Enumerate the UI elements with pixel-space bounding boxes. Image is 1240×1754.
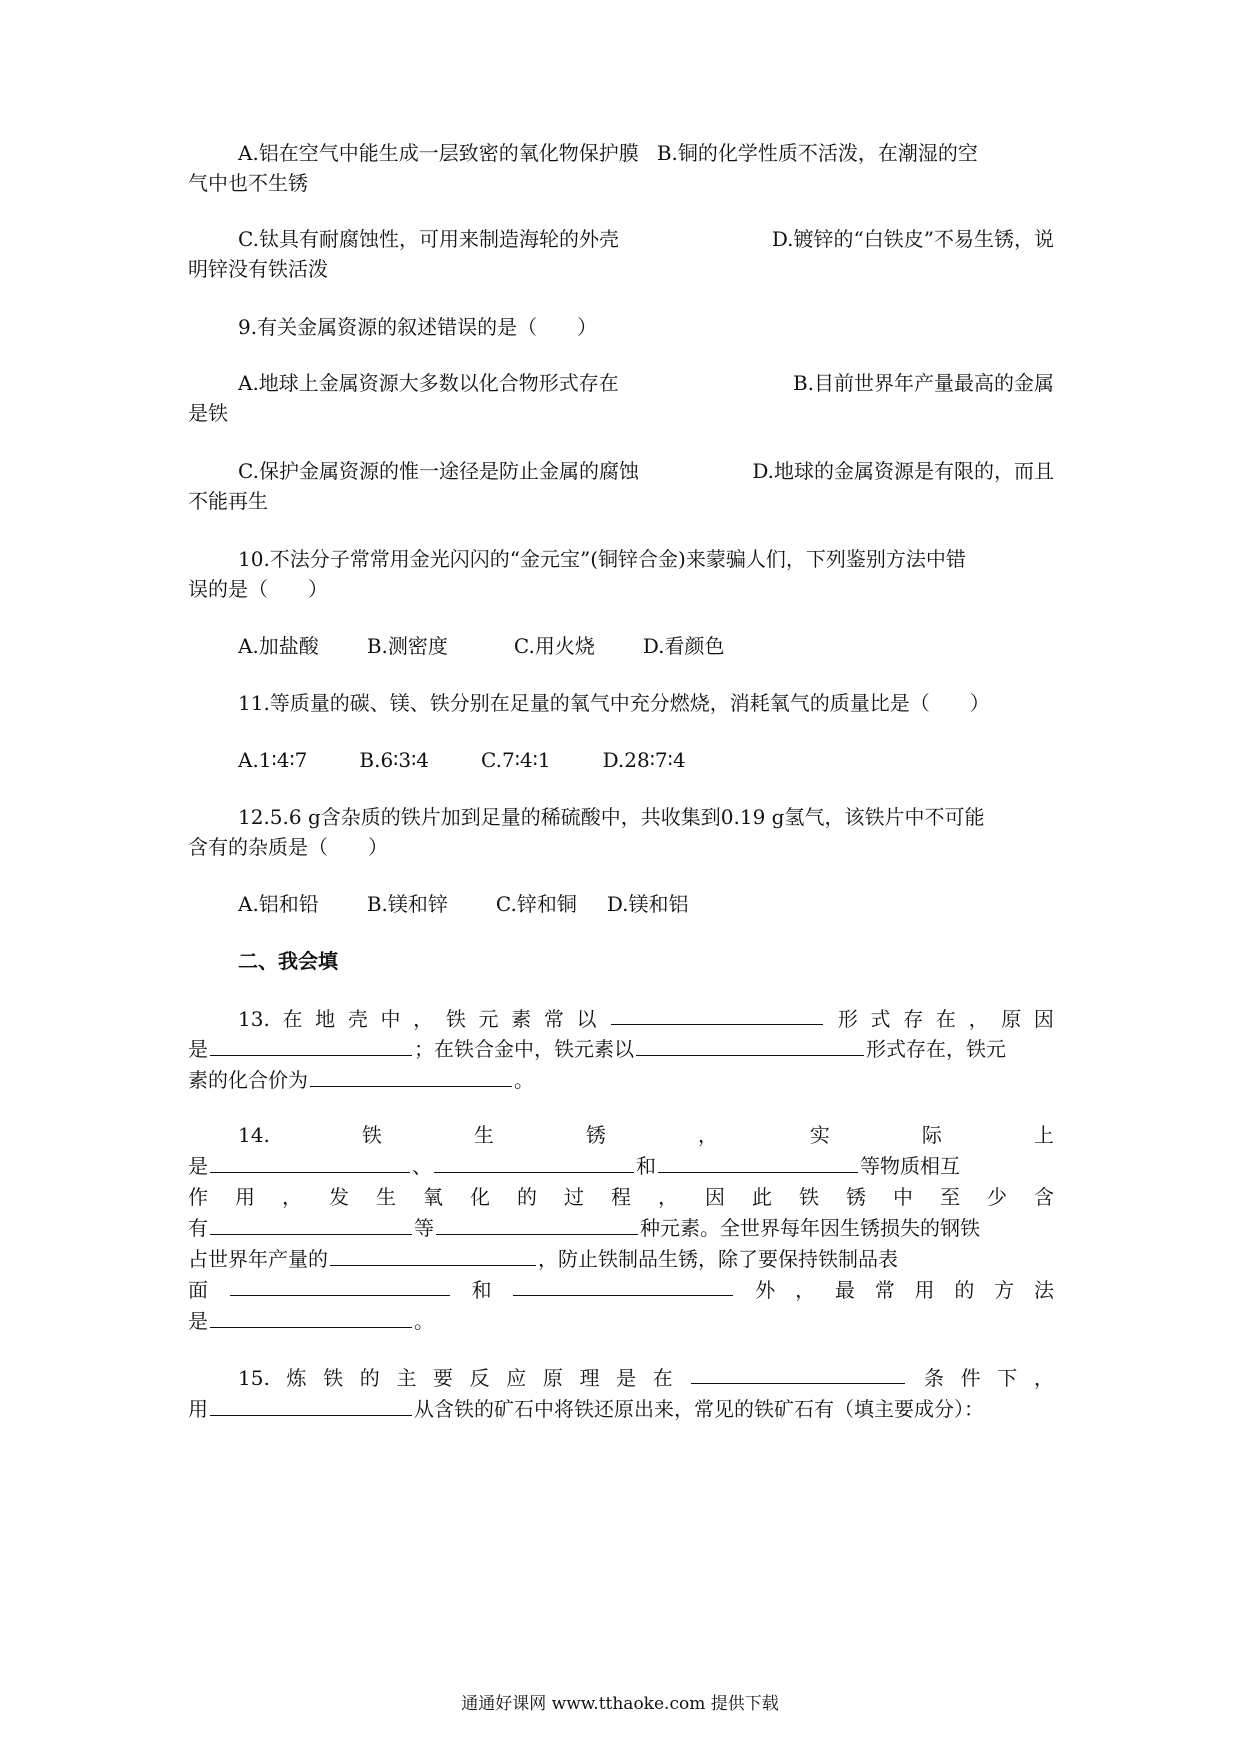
- q14-word: 作: [188, 1185, 208, 1209]
- q9-stem-text: 9.有关金属资源的叙述错误的是（ ）: [238, 315, 598, 339]
- q15-text: 用: [188, 1397, 208, 1421]
- q14-word: 方: [994, 1278, 1015, 1302]
- q13-word: 13.: [238, 1007, 270, 1031]
- q12-stem: 12.5.6 g含杂质的铁片加到足量的稀硫酸中，共收集到0.19 g氢气，该铁片中不可能: [238, 805, 985, 829]
- q15-line-2: [188, 1392, 1054, 1426]
- q10-option-a: A.加盐酸: [238, 634, 319, 658]
- q13-word: 式: [870, 1007, 891, 1031]
- q14-line-6: [188, 1273, 1054, 1307]
- q8-option-line-2: [188, 166, 1054, 200]
- q14-word: 发: [329, 1185, 349, 1209]
- fill-blank[interactable]: [436, 1212, 638, 1235]
- fill-blank[interactable]: [691, 1361, 905, 1384]
- q14-text: 、: [412, 1154, 432, 1178]
- q14-word: 至: [940, 1185, 960, 1209]
- q11-options: [238, 743, 1054, 777]
- q9-stem: [238, 310, 1054, 344]
- q14-word: 锈: [585, 1123, 606, 1147]
- q15-word: 主: [396, 1366, 417, 1390]
- q14-word: 的: [517, 1185, 537, 1209]
- q15-text: 从含铁的矿石中将铁还原出来，常见的铁矿石有（填主要成分）：: [414, 1397, 984, 1421]
- section-heading-text: 二、我会填: [238, 949, 338, 973]
- q13-word: 地: [315, 1007, 336, 1031]
- q14-line-4: [188, 1211, 1054, 1245]
- page-footer: [0, 1692, 1240, 1716]
- fill-blank[interactable]: [230, 1273, 450, 1296]
- q8-option-b: B.铜的化学性质不活泼，在潮湿的空: [656, 141, 978, 165]
- q14-word: 化: [470, 1185, 490, 1209]
- fill-blank[interactable]: [513, 1273, 733, 1296]
- q12-stem-line-1: [238, 800, 1054, 834]
- q12-option-c: C.锌和铜: [495, 892, 577, 916]
- q15-word: 在: [652, 1366, 673, 1390]
- footer-text: 通通好课网 www.tthaoke.com 提供下载: [461, 1694, 779, 1714]
- q11-option-c: C.7∶4∶1: [481, 748, 551, 772]
- q14-word: 常: [874, 1278, 895, 1302]
- q13-line-3: [188, 1063, 1054, 1097]
- q10-option-d: D.看颜色: [642, 634, 725, 658]
- q14-word: 生: [376, 1185, 396, 1209]
- q14-word: 中: [893, 1185, 913, 1209]
- q14-word: 锈: [846, 1185, 866, 1209]
- q14-text: 是: [188, 1309, 208, 1333]
- q13-word: 常: [543, 1007, 564, 1031]
- q15-word: 铁: [323, 1366, 344, 1390]
- q13-word: 在: [282, 1007, 303, 1031]
- q14-word: 铁: [799, 1185, 819, 1209]
- q15-word: 理: [579, 1366, 600, 1390]
- q14-word: 的: [954, 1278, 975, 1302]
- q14-word: 含: [1034, 1185, 1054, 1209]
- q14-line-2: [188, 1149, 1054, 1183]
- fill-blank[interactable]: [210, 1033, 412, 1056]
- q13-line-1: [238, 1002, 1054, 1036]
- q13-word: 中: [380, 1007, 401, 1031]
- q13-word: 素: [511, 1007, 532, 1031]
- q12-option-a: A.铝和铅: [238, 892, 319, 916]
- q15-word: 应: [506, 1366, 527, 1390]
- q8-option-line-3: [238, 222, 1054, 256]
- q14-word: 上: [1033, 1123, 1054, 1147]
- q14-word: 此: [752, 1185, 772, 1209]
- q15-word: 件: [960, 1366, 981, 1390]
- q8-option-a: A.铝在空气中能生成一层致密的氧化物保护膜: [238, 141, 639, 165]
- q13-word: 原: [1001, 1007, 1022, 1031]
- q14-word: 程: [611, 1185, 631, 1209]
- q14-text: 有: [188, 1216, 208, 1240]
- q15-word: 是: [616, 1366, 637, 1390]
- q14-line-5: [188, 1242, 1054, 1276]
- q13-word: 因: [1033, 1007, 1054, 1031]
- q10-stem-cont: 误的是（ ）: [188, 577, 328, 601]
- q14-text: 。: [414, 1309, 434, 1333]
- fill-blank[interactable]: [434, 1150, 634, 1173]
- q13-word: 铁: [445, 1007, 466, 1031]
- fill-blank[interactable]: [330, 1243, 536, 1266]
- q14-word: 少: [987, 1185, 1007, 1209]
- q13-word: 元: [478, 1007, 499, 1031]
- q14-word: 因: [705, 1185, 725, 1209]
- q14-word: 最: [834, 1278, 855, 1302]
- q10-stem: 10.不法分子常常用金光闪闪的“金元宝”(铜锌合金)来蒙骗人们，下列鉴别方法中错: [238, 547, 966, 571]
- q14-word: ，: [282, 1185, 302, 1209]
- q10-option-c: C.用火烧: [513, 634, 595, 658]
- fill-blank[interactable]: [658, 1150, 858, 1173]
- q9-option-b-cont: 是铁: [188, 401, 228, 425]
- q14-word: 用: [235, 1185, 255, 1209]
- q11-option-d: D.28∶7∶4: [602, 748, 686, 772]
- q14-word: 生: [473, 1123, 494, 1147]
- q14-text: 面: [188, 1278, 208, 1302]
- q11-stem: [238, 686, 1054, 720]
- q10-options: [238, 629, 1054, 663]
- q14-word: 氧: [423, 1185, 443, 1209]
- q15-word: 下: [997, 1366, 1018, 1390]
- q15-word: 的: [359, 1366, 380, 1390]
- q14-text: 是: [188, 1154, 208, 1178]
- q15-word: ，: [1033, 1366, 1054, 1390]
- q9-option-line-3: [238, 454, 1054, 488]
- q9-option-line-1: [238, 366, 1054, 400]
- q14-text: 和: [636, 1154, 656, 1178]
- q14-word: 过: [564, 1185, 584, 1209]
- fill-blank[interactable]: [636, 1033, 864, 1056]
- q14-text: 种元素。全世界每年因生锈损失的钢铁: [640, 1216, 980, 1240]
- q9-option-a: A.地球上金属资源大多数以化合物形式存在: [238, 371, 619, 395]
- q15-word: 炼: [286, 1366, 307, 1390]
- q13-text: 形式存在，铁元: [866, 1037, 1006, 1061]
- q11-option-b: B.6∶3∶4: [359, 748, 430, 772]
- q14-line-7: [188, 1304, 1054, 1338]
- fill-blank[interactable]: [310, 1064, 512, 1087]
- q14-word: 实: [809, 1123, 830, 1147]
- q13-text: 是: [188, 1037, 208, 1061]
- q14-word: 法: [1033, 1278, 1054, 1302]
- q10-stem-line-1: [238, 542, 1054, 576]
- q10-stem-line-2: [188, 572, 1054, 606]
- fill-blank[interactable]: [611, 1002, 823, 1025]
- q8-option-d-cont: 明锌没有铁活泼: [188, 257, 328, 281]
- q12-stem-cont: 含有的杂质是（ ）: [188, 835, 388, 859]
- q8-option-b-cont: 气中也不生锈: [188, 171, 308, 195]
- q12-stem-line-2: [188, 830, 1054, 864]
- q13-text: 。: [514, 1068, 534, 1092]
- q13-word: ，: [413, 1007, 434, 1031]
- q14-text: ，防止铁制品生锈，除了要保持铁制品表: [538, 1247, 898, 1271]
- q11-stem-text: 11.等质量的碳、镁、铁分别在足量的氧气中充分燃烧，消耗氧气的质量比是（ ）: [238, 691, 990, 715]
- q13-word: ，: [968, 1007, 989, 1031]
- q9-option-d-cont: 不能再生: [188, 489, 268, 513]
- section-heading: [238, 944, 1054, 978]
- q14-word: 际: [921, 1123, 942, 1147]
- q14-word: ，: [658, 1185, 678, 1209]
- q13-word: 在: [935, 1007, 956, 1031]
- q8-option-d: D.镀锌的“白铁皮”不易生锈，说: [771, 227, 1054, 251]
- q14-text: 占世界年产量的: [188, 1247, 328, 1271]
- q9-option-c: C.保护金属资源的惟一途径是防止金属的腐蚀: [238, 459, 639, 483]
- q14-line-1: [238, 1118, 1054, 1152]
- fill-blank[interactable]: [210, 1212, 412, 1235]
- q15-word: 要: [432, 1366, 453, 1390]
- q14-word: 14.: [238, 1123, 270, 1147]
- q13-word: 形: [837, 1007, 858, 1031]
- q9-option-d: D.地球的金属资源是有限的，而且: [752, 459, 1054, 483]
- q14-word: ，: [697, 1123, 718, 1147]
- q14-word: ，: [795, 1278, 816, 1302]
- q8-option-line-4: [188, 252, 1054, 286]
- q14-word: 用: [914, 1278, 935, 1302]
- q9-option-line-2: [188, 396, 1054, 430]
- q15-word: 条: [923, 1366, 944, 1390]
- fill-blank[interactable]: [210, 1150, 410, 1173]
- q12-option-b: B.镁和锌: [366, 892, 448, 916]
- q13-text: ；在铁合金中，铁元素以: [414, 1037, 634, 1061]
- q15-word: 原: [542, 1366, 563, 1390]
- q14-text: 和: [471, 1278, 492, 1302]
- q15-word: 反: [469, 1366, 490, 1390]
- q10-option-b: B.测密度: [366, 634, 448, 658]
- q12-option-d: D.镁和铝: [606, 892, 689, 916]
- q13-word: 以: [576, 1007, 597, 1031]
- fill-blank[interactable]: [210, 1305, 412, 1328]
- q15-line-1: [238, 1361, 1054, 1395]
- q14-word: 铁: [361, 1123, 382, 1147]
- q9-option-b: B.目前世界年产量最高的金属: [792, 371, 1054, 395]
- q8-option-c: C.钛具有耐腐蚀性，可用来制造海轮的外壳: [238, 227, 619, 251]
- q11-option-a: A.1∶4∶7: [238, 748, 308, 772]
- q12-options: [238, 887, 1054, 921]
- q8-option-line-1: [238, 136, 1054, 170]
- q9-option-line-4: [188, 484, 1054, 518]
- fill-blank[interactable]: [210, 1393, 412, 1416]
- q14-line-3: [188, 1180, 1054, 1214]
- q13-line-2: [188, 1032, 1054, 1066]
- q14-word: 外: [755, 1278, 776, 1302]
- q14-text: 等物质相互: [860, 1154, 960, 1178]
- q13-word: 存: [903, 1007, 924, 1031]
- q14-text: 等: [414, 1216, 434, 1240]
- q15-word: 15.: [238, 1366, 270, 1390]
- q13-word: 壳: [347, 1007, 368, 1031]
- q13-text: 素的化合价为: [188, 1068, 308, 1092]
